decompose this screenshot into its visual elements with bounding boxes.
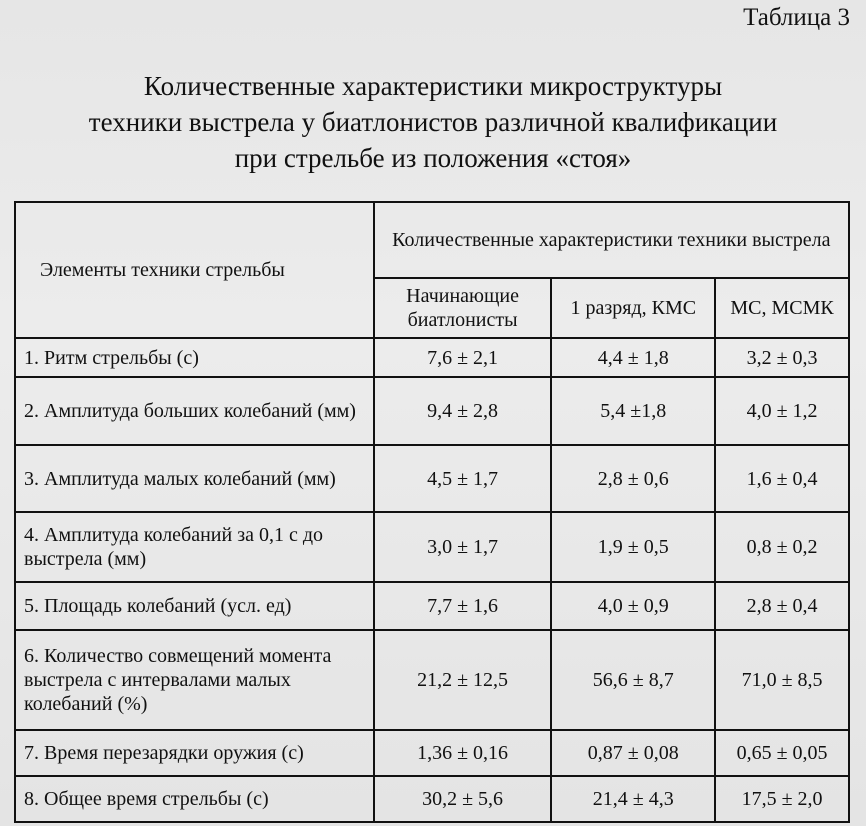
header-col-masters: МС, МСМК	[715, 278, 849, 338]
cell-value: 5,4 ±1,8	[551, 377, 715, 445]
cell-value: 4,5 ± 1,7	[374, 445, 552, 513]
cell-value: 7,7 ± 1,6	[374, 582, 552, 630]
cell-value: 21,2 ± 12,5	[374, 630, 552, 730]
cell-value: 3,2 ± 0,3	[715, 338, 849, 377]
table-row	[15, 730, 849, 776]
cell-value: 0,8 ± 0,2	[715, 512, 849, 582]
table-row	[15, 630, 849, 730]
title-line: Количественные характеристики микроструктуры	[143, 71, 723, 101]
cell-value: 21,4 ± 4,3	[551, 776, 715, 822]
cell-value: 1,6 ± 0,4	[715, 445, 849, 513]
header-col-first-class: 1 разряд, КМС	[551, 278, 715, 338]
cell-value: 1,36 ± 0,16	[374, 730, 552, 776]
row-element: 2. Амплитуда больших колебаний (мм)	[15, 377, 374, 445]
cell-value: 0,87 ± 0,08	[551, 730, 715, 776]
cell-value: 1,9 ± 0,5	[551, 512, 715, 582]
table-title	[0, 68, 866, 176]
cell-value: 7,6 ± 2,1	[374, 338, 552, 377]
cell-value: 4,0 ± 1,2	[715, 377, 849, 445]
cell-value: 9,4 ± 2,8	[374, 377, 552, 445]
header-elements: Элементы техники стрельбы	[15, 202, 374, 338]
cell-value: 56,6 ± 8,7	[551, 630, 715, 730]
cell-value: 30,2 ± 5,6	[374, 776, 552, 822]
row-element: 8. Общее время стрельбы (с)	[15, 776, 374, 822]
row-element: 5. Площадь колебаний (усл. ед)	[15, 582, 374, 630]
row-element: 3. Амплитуда малых колебаний (мм)	[15, 445, 374, 513]
row-element: 4. Амплитуда колебаний за 0,1 с до выстрела (мм)	[15, 512, 374, 582]
cell-value: 4,0 ± 0,9	[551, 582, 715, 630]
row-element: 6. Количество совмещений момента выстрела с интервалами малых колебаний (%)	[15, 630, 374, 730]
cell-value: 4,4 ± 1,8	[551, 338, 715, 377]
table-number: Таблица 3	[743, 4, 850, 31]
table-row	[15, 338, 849, 377]
cell-value: 2,8 ± 0,4	[715, 582, 849, 630]
table-row	[15, 445, 849, 513]
cell-value: 17,5 ± 2,0	[715, 776, 849, 822]
table-row	[15, 512, 849, 582]
title-line: при стрельбе из положения «стоя»	[234, 143, 632, 173]
table-row	[15, 377, 849, 445]
header-col-beginners: Начинающие биатлонисты	[374, 278, 552, 338]
cell-value: 0,65 ± 0,05	[715, 730, 849, 776]
cell-value: 2,8 ± 0,6	[551, 445, 715, 513]
cell-value: 3,0 ± 1,7	[374, 512, 552, 582]
table-row	[15, 776, 849, 822]
row-element: 1. Ритм стрельбы (с)	[15, 338, 374, 377]
header-group: Количественные характеристики техники выстрела	[374, 202, 849, 278]
cell-value: 71,0 ± 8,5	[715, 630, 849, 730]
title-line: техники выстрела у биатлонистов различной квалификации	[88, 107, 778, 137]
data-table	[14, 201, 850, 823]
row-element: 7. Время перезарядки оружия (с)	[15, 730, 374, 776]
table-row	[15, 582, 849, 630]
